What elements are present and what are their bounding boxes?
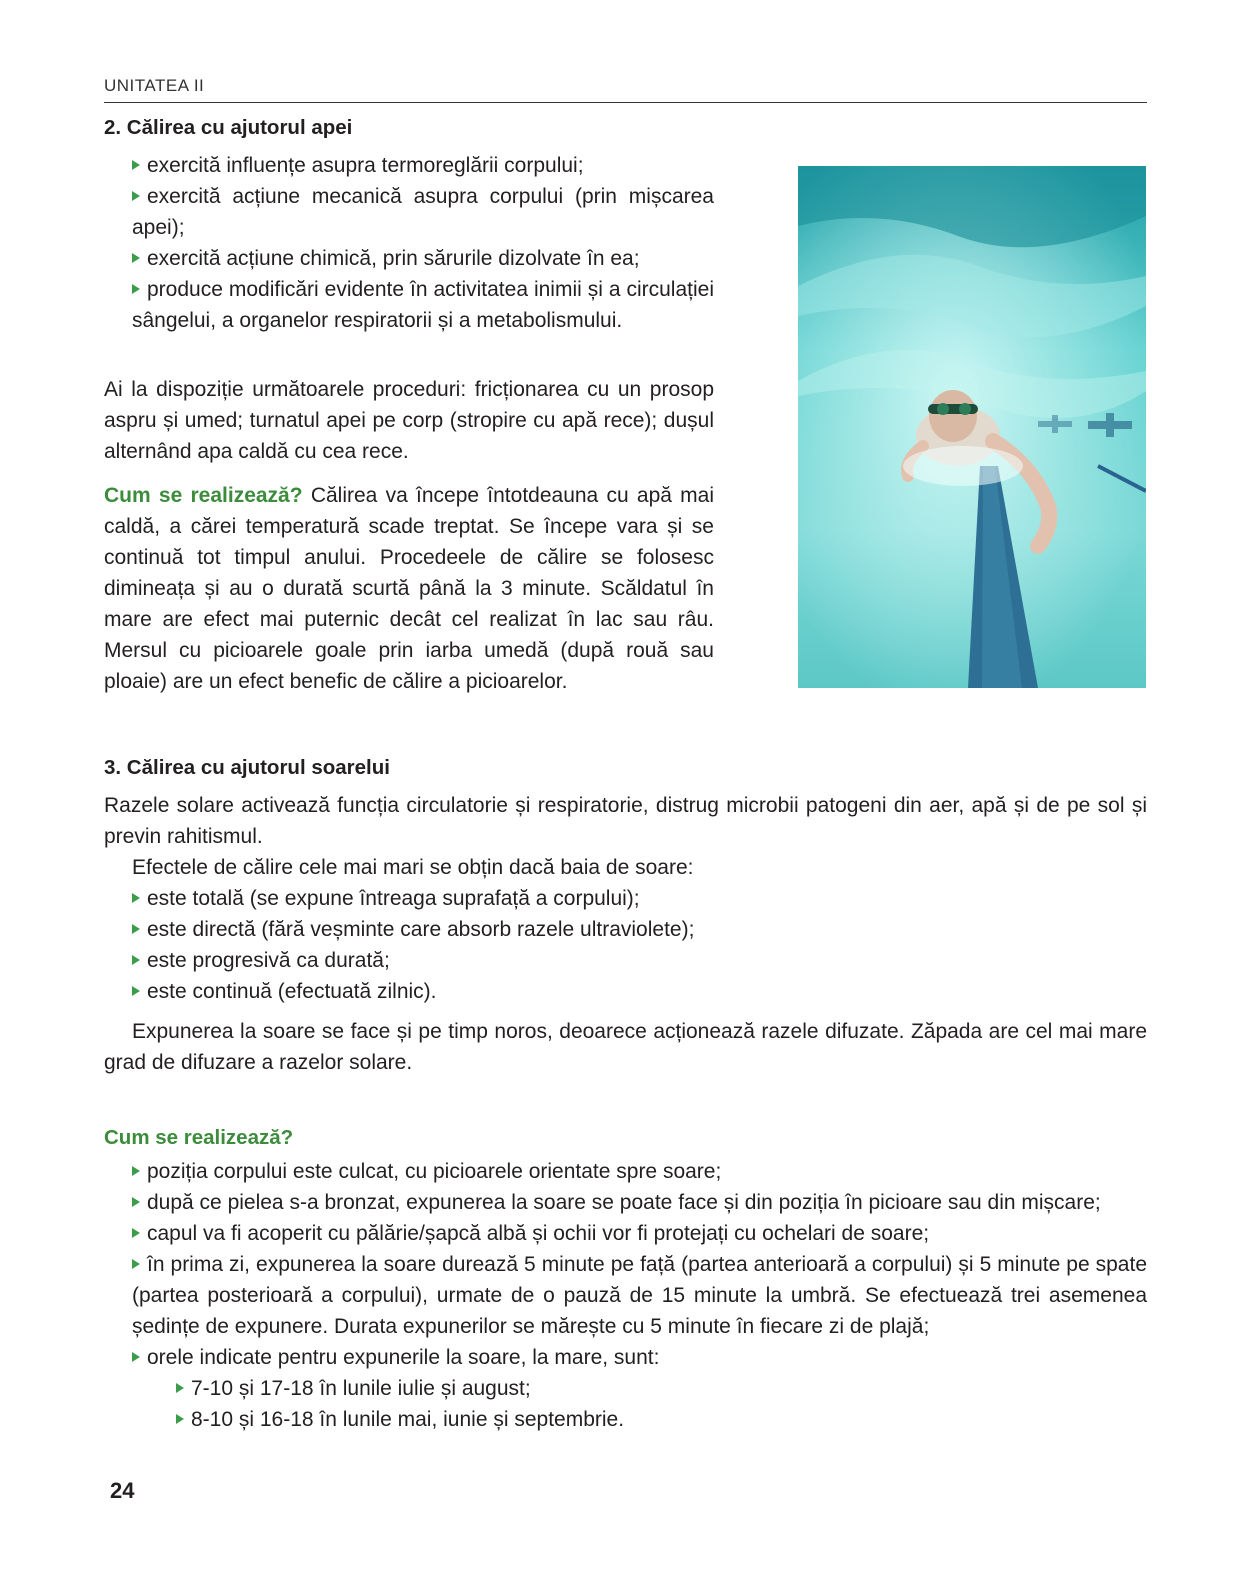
water-how-paragraph (104, 480, 714, 697)
list-item: produce modificări evidente în activitatea inimii și a circulației sângelui, a organelor respiratorii și a metabolismului. (132, 278, 714, 332)
cloudy-exposure-paragraph: Expunerea la soare se face și pe timp noros, deoarece acționează razele difuzate. Zăpada are cel mai mare grad de difuzare a razelor solare. (104, 1020, 1147, 1074)
bullet-triangle-icon (132, 1197, 140, 1207)
list-item: exercită acțiune chimică, prin sărurile dizolvate în ea; (132, 243, 714, 274)
bullet-triangle-icon (132, 924, 140, 934)
unit-header: UNITATEA II (104, 76, 1147, 103)
hours-sublist (176, 1373, 1076, 1435)
how-label: Cum se realizează? (104, 484, 303, 507)
bullet-triangle-icon (132, 955, 140, 965)
list-item: poziția corpului este culcat, cu picioarele orientate spre soare; (132, 1156, 1147, 1187)
list-item: 7-10 și 17-18 în lunile iulie și august; (176, 1373, 1076, 1404)
bullet-triangle-icon (132, 191, 140, 201)
section-3-title: 3. Călirea cu ajutorul soarelui (104, 756, 390, 779)
bullet-triangle-icon (176, 1383, 184, 1393)
bullet-triangle-icon (132, 986, 140, 996)
procedures-paragraph: Ai la dispoziție următoarele proceduri: fricționarea cu un prosop aspru și umed; turnatul apei pe corp (stropire cu apă rece); dușul alternând apa caldă cu cea rece. (104, 378, 714, 463)
bullet-triangle-icon (132, 893, 140, 903)
swimmer-underwater-photo (798, 166, 1146, 688)
bullet-triangle-icon (132, 1166, 140, 1176)
how-title: Cum se realizează? (104, 1126, 294, 1149)
list-item: 8-10 și 16-18 în lunile mai, iunie și septembrie. (176, 1404, 1076, 1435)
list-item: este directă (fără veșminte care absorb razele ultraviolete); (132, 914, 1132, 945)
list-item: exercită influențe asupra termoreglării corpului; (132, 150, 714, 181)
list-item: este continuă (efectuată zilnic). (132, 976, 1132, 1007)
how-text: Călirea va începe întotdeauna cu apă mai caldă, a cărei temperatură scade treptat. Se începe vara și se continuă tot timpul anului. Procedeele de călire se folosesc dimineața și au o durată scurtă până la 3 minute. Scăldatul în mare are efect mai puternic decât cel realizat în lac sau râu. Mersul cu picioarele goale prin iarba umedă (după rouă sau ploaie) are un efect benefic de călire a picioarelor. (104, 484, 715, 693)
bullet-triangle-icon (132, 253, 140, 263)
list-item: capul va fi acoperit cu pălărie/șapcă albă și ochii vor fi protejați cu ochelari de soare; (132, 1218, 1147, 1249)
bullet-triangle-icon (132, 1259, 140, 1269)
sun-intro-paragraph: Razele solare activează funcția circulatorie și respiratorie, distrug microbii patogeni din aer, apă și de pe sol și previn rahitismul. (104, 794, 1147, 848)
list-item: după ce pielea s-a bronzat, expunerea la soare se poate face și din poziția în picioare sau din mișcare; (132, 1187, 1147, 1218)
page-number: 24 (110, 1478, 135, 1503)
bullet-triangle-icon (132, 160, 140, 170)
effects-list (132, 883, 1132, 1007)
list-item: este progresivă ca durată; (132, 945, 1132, 976)
section-2-title: 2. Călirea cu ajutorul apei (104, 116, 353, 139)
list-item: în prima zi, expunerea la soare durează 5 minute pe față (partea anterioară a corpului) și 5 minute pe spate (partea posterioară a corpului), urmate de o pauză de 15 minute la umbră. Se efectuează trei asemenea ședințe de expunere. Durata expunerilor se mărește cu 5 minute în fiecare zi de plajă; (132, 1253, 1147, 1338)
list-item: este totală (se expune întreaga suprafață a corpului); (132, 883, 1132, 914)
bullet-triangle-icon (132, 284, 140, 294)
how-list (132, 1156, 1147, 1373)
section-2-bullets (132, 150, 714, 336)
swimmer-illustration (798, 166, 1146, 688)
bullet-triangle-icon (132, 1352, 140, 1362)
list-item: exercită acțiune mecanică asupra corpului (prin mișcarea apei); (132, 185, 714, 239)
effects-lead: Efectele de călire cele mai mari se obțin dacă baia de soare: (132, 856, 694, 879)
bullet-triangle-icon (132, 1228, 140, 1238)
bullet-triangle-icon (176, 1414, 184, 1424)
list-item: orele indicate pentru expunerile la soare, la mare, sunt: (132, 1342, 1147, 1373)
